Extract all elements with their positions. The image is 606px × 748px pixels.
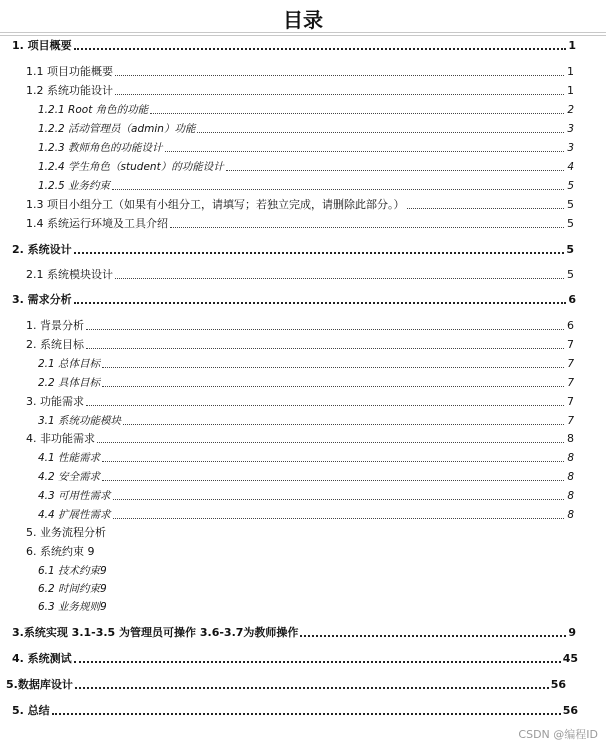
toc-entry[interactable]: 6.1 技术约束9 xyxy=(38,565,107,577)
toc-entry[interactable]: 1.3 项目小组分工（如果有小组分工，请填写；若独立完成，请删除此部分。） 5 xyxy=(26,198,574,211)
toc-entry[interactable]: 1. 项目概要 1 xyxy=(12,39,576,52)
toc-entry[interactable]: 2.1 系统模块设计 5 xyxy=(26,268,574,281)
toc-entry[interactable]: 1. 背景分析 6 xyxy=(26,319,574,332)
toc-entry[interactable]: 2. 系统设计 5 xyxy=(12,243,574,256)
toc-entry[interactable]: 4.2 安全需求 8 xyxy=(38,471,574,483)
toc-entry[interactable]: 3. 需求分析 6 xyxy=(12,293,576,306)
toc-entry[interactable]: 1.2.3 教师角色的功能设计 3 xyxy=(38,142,574,154)
toc-entry[interactable]: 1.4 系统运行环境及工具介绍 5 xyxy=(26,217,574,230)
toc-entry[interactable]: 1.2 系统功能设计 1 xyxy=(26,84,574,97)
toc-entry[interactable]: 2.1 总体目标 7 xyxy=(38,358,574,370)
toc-entry[interactable]: 2.2 具体目标 7 xyxy=(38,377,574,389)
watermark: CSDN @编程ID xyxy=(518,728,598,741)
toc-entry[interactable]: 1.2.5 业务约束 5 xyxy=(38,180,574,192)
toc-entry[interactable]: 1.2.1 Root 角色的功能 2 xyxy=(38,104,574,116)
toc-entry[interactable]: 6.2 时间约束9 xyxy=(38,583,107,595)
toc-entry[interactable]: 4. 系统测试 45 xyxy=(12,652,578,665)
toc-entry[interactable]: 3.1 系统功能模块 7 xyxy=(38,415,574,427)
toc-entry[interactable]: 6.3 业务规则9 xyxy=(38,601,107,613)
toc-entry[interactable]: 5. 业务流程分析 xyxy=(26,526,106,539)
toc-entry[interactable]: 1.2.2 活动管理员（admin）功能 3 xyxy=(38,123,574,135)
toc-entry[interactable]: 3.系统实现 3.1-3.5 为管理员可操作 3.6-3.7为教师操作 9 xyxy=(12,626,576,639)
toc-entry[interactable]: 6. 系统约束 9 xyxy=(26,545,95,558)
toc-title: 目录 xyxy=(283,8,323,32)
toc-entry[interactable]: 5. 总结 56 xyxy=(12,704,578,717)
toc-entry[interactable]: 4.4 扩展性需求 8 xyxy=(38,509,574,521)
toc-entry[interactable]: 1.1 项目功能概要 1 xyxy=(26,65,574,78)
toc-entry[interactable]: 1.2.4 学生角色（student）的功能设计 4 xyxy=(38,161,574,173)
toc-entry[interactable]: 2. 系统目标 7 xyxy=(26,338,574,351)
toc-entry[interactable]: 3. 功能需求 7 xyxy=(26,395,574,408)
toc-entry[interactable]: 4. 非功能需求 8 xyxy=(26,432,574,445)
toc-entry[interactable]: 4.1 性能需求 8 xyxy=(38,452,574,464)
toc-entry[interactable]: 4.3 可用性需求 8 xyxy=(38,490,574,502)
toc-entry[interactable]: 5.数据库设计 56 xyxy=(6,678,566,691)
